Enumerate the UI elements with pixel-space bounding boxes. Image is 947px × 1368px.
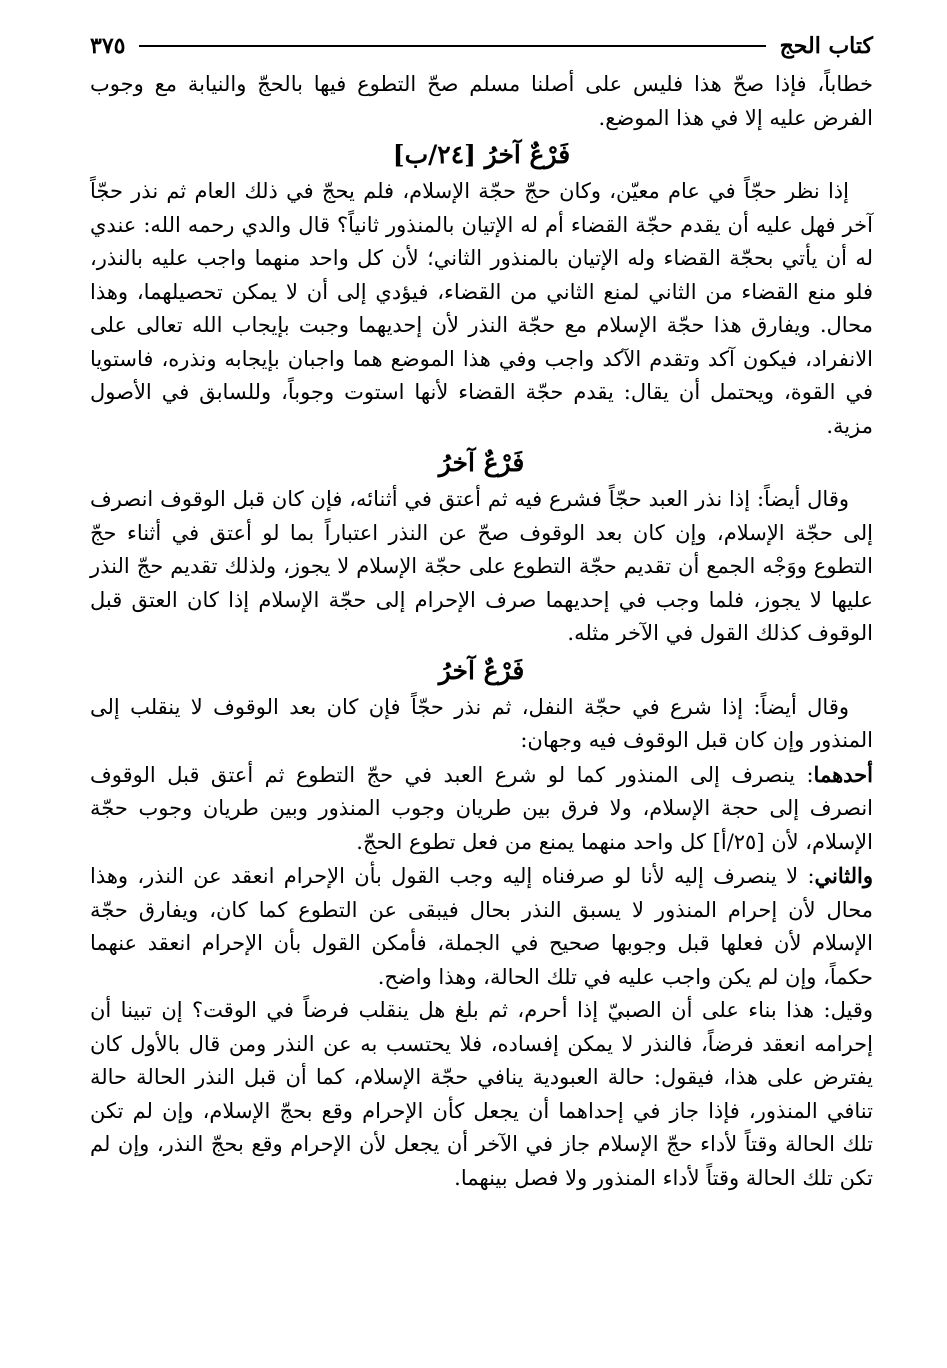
second-opinion-lead: والثاني: [814, 863, 873, 888]
section-heading-2: فَرْعٌ آخرُ: [438, 448, 525, 477]
section-3-paragraph: وقال أيضاً: إذا شرع في حجّة النفل، ثم نذر حجّاً فإن كان بعد الوقوف لا ينقلب إلى المنذور وإن كان قبل الوقوف فيه وجهان:: [90, 694, 873, 752]
first-opinion-text: : ينصرف إلى المنذور كما لو شرع العبد في حجّ التطوع ثم أعتق قبل الوقوف انصرف إلى حجة الإسلام، ولا فرق بين طريان وجوب المنذور وبين طريان وجوب حجّة الإسلام، لأن [٢٥/أ] كل واحد منهما يمنع من فعل تطوع الحجّ.: [90, 762, 873, 854]
first-opinion-lead: أحدهما: [813, 761, 873, 787]
section-heading-1: فَرْعٌ آخرُ [٢٤/ب]: [392, 140, 571, 169]
section-2-paragraph: وقال أيضاً: إذا نذر العبد حجّاً فشرع فيه ثم أعتق في أثنائه، فإن كان قبل الوقوف انصرف إلى حجّة الإسلام، وإن كان بعد الوقوف صحّ عن النذر اعتباراً بما لو أعتق في أثناء حجّ التطوع ووَجْه الجمع أن تقديم حجّة التطوع على حجّة الإسلام لا يجوز، ولذلك تقديم حجّ النذر عليها لا يجوز، فلما وجب في إحديهما صرف الإحرام إلى حجّة الإسلام إذا كان العتق قبل الوقوف كذلك القول في الآخر مثله.: [90, 487, 873, 645]
closing-paragraph: وقيل: هذا بناء على أن الصبيّ إذا أحرم، ثم بلغ هل ينقلب فرضاً في الوقت؟ إن تبينا أن إحرامه انعقد فرضاً، فالنذر لا يمكن إفساده، فلا يحتسب به عن النذر ومن قال بالأول كان يفترض على هذا، فيقول: حالة العبودية ينافي حجّة الإسلام، كما أن قبل النذر الحالة حالة تنافي المنذور، فإذا جاز في إحداهما أن يجعل كأن الإحرام وقع بحجّ الإسلام، وإن لم تكن تلك الحالة وقتاً لأداء حجّ الإسلام جاز في الآخر أن يجعل لأن الإحرام وقع بحجّ النذر، وإن لم تكن تلك الحالة وقتاً لأداء المنذور ولا فصل بينهما.: [90, 998, 873, 1190]
running-title: كتاب الحج: [779, 33, 873, 59]
running-header: [90, 24, 873, 68]
second-opinion-paragraph: [90, 859, 873, 994]
second-opinion-text: : لا ينصرف إليه لأنا لو صرفناه إليه وجب القول بأن الإحرام انعقد عن النذر، وهذا محال لأن إحرام المنذور لا يسبق النذر بحال فيبقى عن التطوع كما كان، ويفارق حجّة الإسلام لأن فعلها قبل وجوبها صحيح في الجملة، فأمكن القول بأن الإحرام انعقد عنهما حكماً، وإن لم يكن واجب عليه في تلك الحالة، وهذا واضح.: [90, 864, 873, 989]
section-1-paragraph: إذا نظر حجّاً في عام معيّن، وكان حجّ حجّة الإسلام، فلم يحجّ في ذلك العام ثم نذر حجّاً آخر فهل عليه أن يقدم حجّة القضاء أم له الإتيان بالمنذور ثانياً؟ قال والدي رحمه الله: عندي له أن يأتي بحجّة القضاء وله الإتيان بالمنذور الثاني؛ لأن كل واحد منهما واجب عليه بالنذر، فلو منع القضاء من الثاني لمنع الثاني من القضاء، فيؤدي إلى أن لا يمكن تحصيلهما، وهذا محال. ويفارق هذا حجّة الإسلام مع حجّة النذر لأن إحديهما وجبت بإيجاب الله تعالى على الانفراد، فيكون آكد وتقدم الآكد واجب وفي هذا الموضع هما واجبان بإيجابه ونذره، فاستويا في القوة، ويحتمل أن يقال: يقدم حجّة القضاء لأنها استوت وجوباً، وللسابق في الأصول مزية.: [90, 179, 874, 438]
page-number: ٣٧٥: [90, 33, 126, 59]
first-opinion-paragraph: [90, 758, 873, 860]
header-rule: [139, 45, 765, 47]
opening-paragraph: خطاباً، فإذا صحّ هذا فليس على أصلنا مسلم صحّ التطوع فيها بالحجّ والنيابة مع وجوب الفرض عليه إلا في هذا الموضع.: [90, 72, 873, 130]
section-heading-3: فَرْعٌ آخرُ: [438, 655, 525, 685]
